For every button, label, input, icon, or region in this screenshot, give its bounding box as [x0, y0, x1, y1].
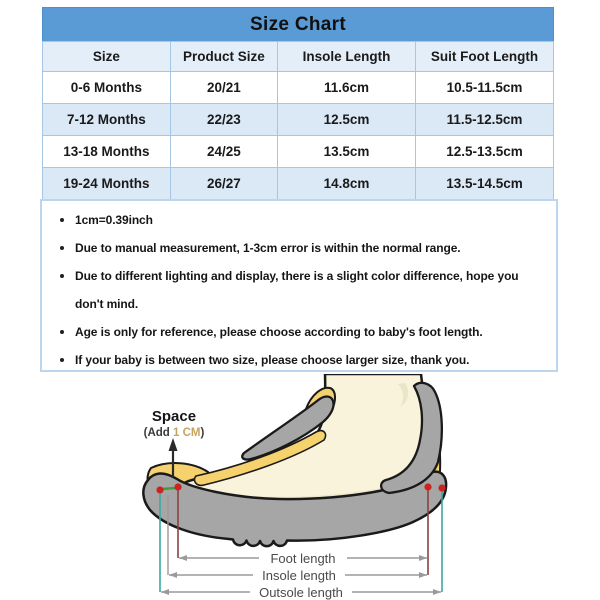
cell-product-size: 22/23: [170, 104, 277, 136]
outsole-length-label: Outsole length: [259, 585, 343, 600]
notes-box: [40, 199, 558, 372]
table-header-row: [43, 42, 554, 72]
cell-age: 19-24 Months: [43, 168, 171, 200]
cell-suit-foot-length: 12.5-13.5cm: [416, 136, 554, 168]
column-header-size: Size: [43, 42, 171, 72]
cell-insole-length: 13.5cm: [278, 136, 416, 168]
column-header-suit-foot-length: Suit Foot Length: [416, 42, 554, 72]
cell-product-size: 24/25: [170, 136, 277, 168]
table-row: [43, 168, 554, 200]
cell-insole-length: 12.5cm: [278, 104, 416, 136]
note-item: Due to different lighting and display, there is a slight color difference, hope you don't mind.: [75, 262, 550, 318]
notes-list: [42, 201, 556, 374]
space-sub-suffix: ): [200, 427, 205, 439]
cell-age: 13-18 Months: [43, 136, 171, 168]
insole-length-label: Insole length: [262, 568, 336, 583]
space-label: Space: [151, 408, 197, 425]
foot-length-label: Foot length: [270, 551, 336, 566]
cell-suit-foot-length: 13.5-14.5cm: [416, 168, 554, 200]
column-header-product-size: Product Size: [170, 42, 277, 72]
space-sub-value: 1 CM: [173, 427, 201, 439]
note-item: Due to manual measurement, 1-3cm error is within the normal range.: [75, 234, 550, 262]
size-chart: [42, 7, 554, 200]
cell-age: 7-12 Months: [43, 104, 171, 136]
size-chart-title: Size Chart: [42, 7, 554, 41]
table-row: [43, 136, 554, 168]
table-row: [43, 104, 554, 136]
space-sub-prefix: (Add: [143, 427, 174, 439]
note-item: If your baby is between two size, please choose larger size, thank you.: [75, 346, 550, 374]
note-item: 1cm=0.39inch: [75, 206, 550, 234]
note-item: Age is only for reference, please choose according to baby's foot length.: [75, 318, 550, 346]
foot-measurement-diagram: [93, 374, 473, 600]
insole-length-measure: [169, 567, 427, 583]
outsole-length-measure: [161, 584, 441, 600]
foot-length-measure: [179, 550, 427, 566]
cell-product-size: 26/27: [170, 168, 277, 200]
space-gap-line: [162, 488, 176, 489]
column-header-insole-length: Insole Length: [278, 42, 416, 72]
cell-suit-foot-length: 10.5-11.5cm: [416, 72, 554, 104]
cell-suit-foot-length: 11.5-12.5cm: [416, 104, 554, 136]
table-row: [43, 72, 554, 104]
space-arrowhead-icon: [169, 438, 178, 451]
cell-age: 0-6 Months: [43, 72, 171, 104]
cell-insole-length: 11.6cm: [278, 72, 416, 104]
cell-product-size: 20/21: [170, 72, 277, 104]
size-table: [42, 41, 554, 200]
svg-text:(Add 1 CM): [144, 427, 205, 439]
cell-insole-length: 14.8cm: [278, 168, 416, 200]
